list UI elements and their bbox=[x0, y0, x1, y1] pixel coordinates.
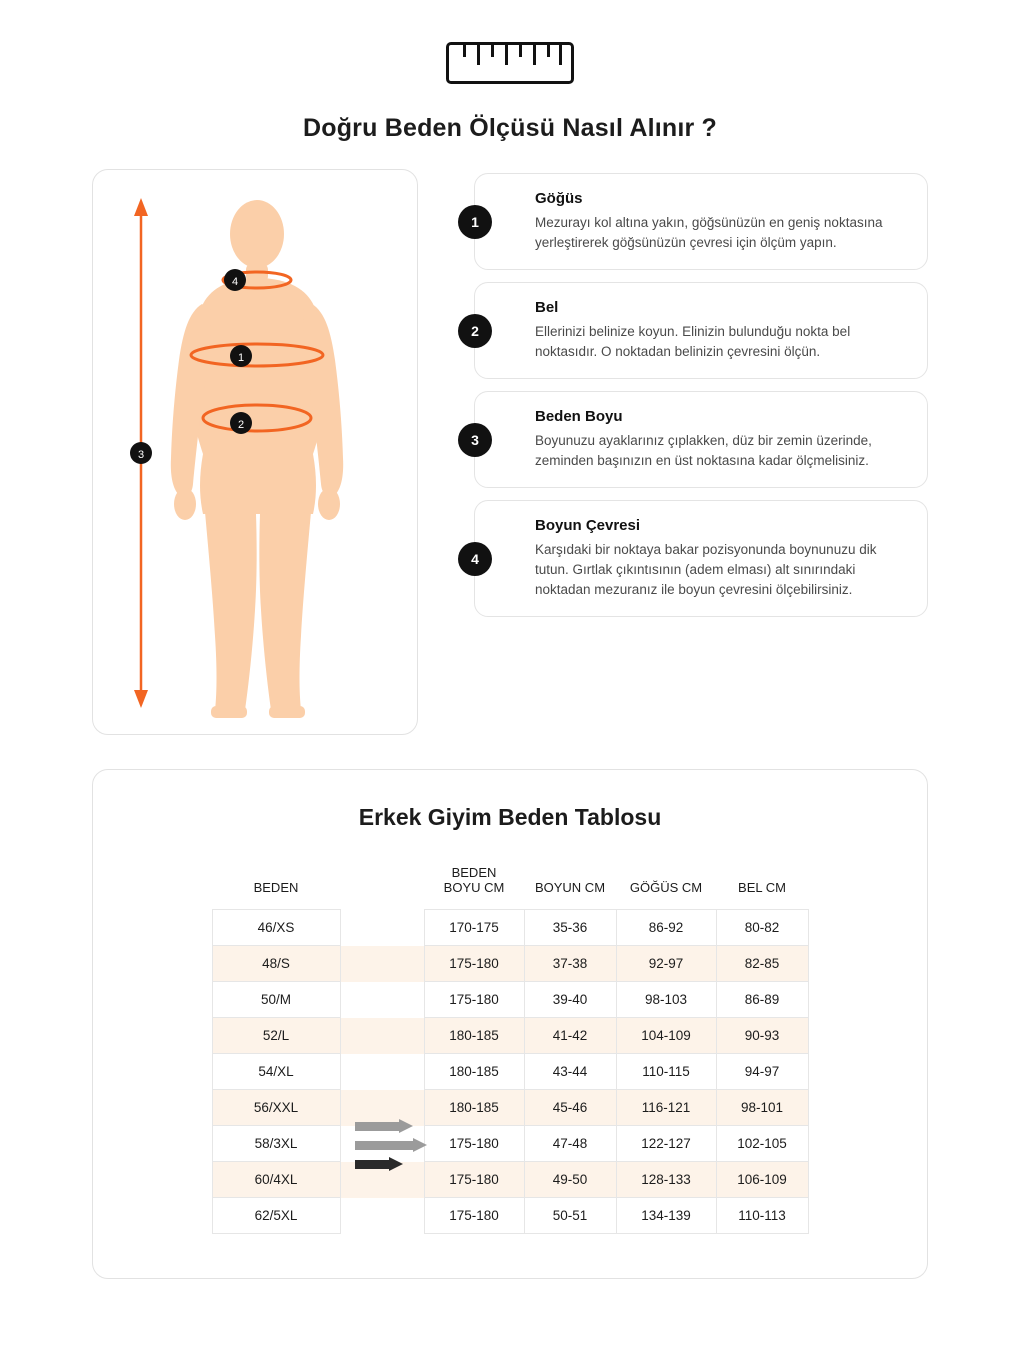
cell-waist: 86-89 bbox=[716, 982, 808, 1018]
cell-height: 175-180 bbox=[424, 1126, 524, 1162]
cell-size: 52/L bbox=[212, 1018, 340, 1054]
step-item-boyun-cevresi bbox=[471, 500, 928, 617]
th-beden-boyu: BEDEN BOYU CM bbox=[443, 865, 505, 895]
size-table bbox=[212, 859, 809, 1234]
cell-size: 54/XL bbox=[212, 1054, 340, 1090]
th-spacer bbox=[340, 859, 424, 910]
cell-neck: 35-36 bbox=[524, 910, 616, 946]
cell-size: 62/5XL bbox=[212, 1198, 340, 1234]
step-title: Beden Boyu bbox=[535, 408, 623, 426]
cell-neck: 41-42 bbox=[524, 1018, 616, 1054]
th-boyun: BOYUN CM bbox=[534, 880, 606, 895]
svg-text:2: 2 bbox=[237, 419, 245, 431]
cell-chest: 104-109 bbox=[616, 1018, 716, 1054]
cell-neck: 50-51 bbox=[524, 1198, 616, 1234]
svg-text:3: 3 bbox=[137, 449, 145, 461]
table-row bbox=[212, 1126, 808, 1162]
step-item-gogus bbox=[471, 173, 928, 270]
table-row bbox=[212, 1054, 808, 1090]
steps-list bbox=[471, 169, 928, 617]
cell-waist: 94-97 bbox=[716, 1054, 808, 1090]
ruler-icon-wrap bbox=[0, 0, 1020, 84]
cell-chest: 86-92 bbox=[616, 910, 716, 946]
cell-spacer bbox=[340, 1018, 424, 1054]
table-row bbox=[212, 982, 808, 1018]
step-text: Mezurayı kol altına yakın, göğsünüzün en geniş noktasına yerleştirerek göğsünüzün çevresi için ölçüm yapın. bbox=[535, 215, 883, 250]
size-table-title: Erkek Giyim Beden Tablosu bbox=[358, 804, 662, 830]
cell-neck: 49-50 bbox=[524, 1162, 616, 1198]
table-row bbox=[212, 1162, 808, 1198]
th-gogus: GÖĞÜS CM bbox=[629, 880, 703, 895]
arrow-right-icon bbox=[355, 1121, 441, 1131]
step-title: Bel bbox=[535, 299, 559, 317]
th-bel: BEL CM bbox=[738, 880, 786, 895]
cell-chest: 122-127 bbox=[616, 1126, 716, 1162]
cell-waist: 106-109 bbox=[716, 1162, 808, 1198]
marker-4 bbox=[224, 269, 246, 291]
step-number-badge: 3 bbox=[458, 423, 492, 457]
step-item-beden-boyu bbox=[471, 391, 928, 488]
cell-height: 170-175 bbox=[424, 910, 524, 946]
cell-waist: 98-101 bbox=[716, 1090, 808, 1126]
cell-spacer bbox=[340, 1198, 424, 1234]
table-header-row bbox=[212, 859, 808, 910]
cell-spacer bbox=[340, 946, 424, 982]
step-title: Boyun Çevresi bbox=[535, 517, 641, 535]
cell-chest: 116-121 bbox=[616, 1090, 716, 1126]
cell-height: 175-180 bbox=[424, 1162, 524, 1198]
cell-waist: 90-93 bbox=[716, 1018, 808, 1054]
step-number-badge: 4 bbox=[458, 542, 492, 576]
size-table-card bbox=[92, 769, 928, 1279]
body-figure-card bbox=[92, 169, 418, 735]
page-title: Doğru Beden Ölçüsü Nasıl Alınır ? bbox=[302, 114, 718, 142]
step-text: Ellerinizi belinize koyun. Elinizin bulunduğu nokta bel noktasıdır. O noktadan belinizin çevresini ölçün. bbox=[535, 324, 851, 359]
arrow-right-icon bbox=[355, 1140, 441, 1150]
cell-height: 175-180 bbox=[424, 1198, 524, 1234]
marker-3 bbox=[130, 442, 152, 464]
cell-neck: 39-40 bbox=[524, 982, 616, 1018]
cell-spacer bbox=[340, 1054, 424, 1090]
arrow-group bbox=[355, 1121, 441, 1178]
cell-chest: 128-133 bbox=[616, 1162, 716, 1198]
svg-text:1: 1 bbox=[237, 352, 245, 364]
cell-height: 175-180 bbox=[424, 946, 524, 982]
cell-neck: 43-44 bbox=[524, 1054, 616, 1090]
cell-waist: 102-105 bbox=[716, 1126, 808, 1162]
measurement-guide-section bbox=[0, 143, 1020, 735]
cell-waist: 110-113 bbox=[716, 1198, 808, 1234]
cell-neck: 47-48 bbox=[524, 1126, 616, 1162]
cell-neck: 45-46 bbox=[524, 1090, 616, 1126]
cell-size: 56/XXL bbox=[212, 1090, 340, 1126]
cell-chest: 98-103 bbox=[616, 982, 716, 1018]
cell-waist: 82-85 bbox=[716, 946, 808, 982]
table-row bbox=[212, 946, 808, 982]
table-row bbox=[212, 1198, 808, 1234]
cell-height: 175-180 bbox=[424, 982, 524, 1018]
step-text: Karşıdaki bir noktaya bakar pozisyonunda boynunuzu dik tutun. Gırtlak çıkıntısının (adem elması) alt sınırındaki noktadan mezuranız ile boyun çevresini ölçebilirsiniz. bbox=[535, 542, 877, 597]
table-row bbox=[212, 1090, 808, 1126]
cell-chest: 92-97 bbox=[616, 946, 716, 982]
arrow-right-icon bbox=[355, 1159, 441, 1169]
cell-size: 60/4XL bbox=[212, 1162, 340, 1198]
cell-size: 48/S bbox=[212, 946, 340, 982]
cell-chest: 110-115 bbox=[616, 1054, 716, 1090]
cell-waist: 80-82 bbox=[716, 910, 808, 946]
marker-1 bbox=[230, 345, 252, 367]
size-table-zone bbox=[93, 859, 927, 1234]
cell-size: 46/XS bbox=[212, 910, 340, 946]
ruler-icon bbox=[446, 42, 574, 84]
cell-height: 180-185 bbox=[424, 1090, 524, 1126]
cell-size: 50/M bbox=[212, 982, 340, 1018]
cell-neck: 37-38 bbox=[524, 946, 616, 982]
cell-spacer bbox=[340, 982, 424, 1018]
step-number-badge: 2 bbox=[458, 314, 492, 348]
cell-spacer bbox=[340, 910, 424, 946]
marker-2 bbox=[230, 412, 252, 434]
table-row bbox=[212, 910, 808, 946]
th-beden: BEDEN bbox=[253, 880, 299, 895]
table-row bbox=[212, 1018, 808, 1054]
cell-height: 180-185 bbox=[424, 1018, 524, 1054]
step-title: Göğüs bbox=[535, 190, 583, 207]
step-item-bel bbox=[471, 282, 928, 379]
step-text: Boyunuzu ayaklarınız çıplakken, düz bir zemin üzerinde, zeminden başınızın en üst noktasına kadar ölçmelisiniz. bbox=[535, 433, 872, 468]
cell-size: 58/3XL bbox=[212, 1126, 340, 1162]
body-diagram-svg bbox=[93, 170, 419, 736]
step-number-badge: 1 bbox=[458, 205, 492, 239]
svg-text:4: 4 bbox=[231, 276, 239, 288]
cell-chest: 134-139 bbox=[616, 1198, 716, 1234]
cell-height: 180-185 bbox=[424, 1054, 524, 1090]
